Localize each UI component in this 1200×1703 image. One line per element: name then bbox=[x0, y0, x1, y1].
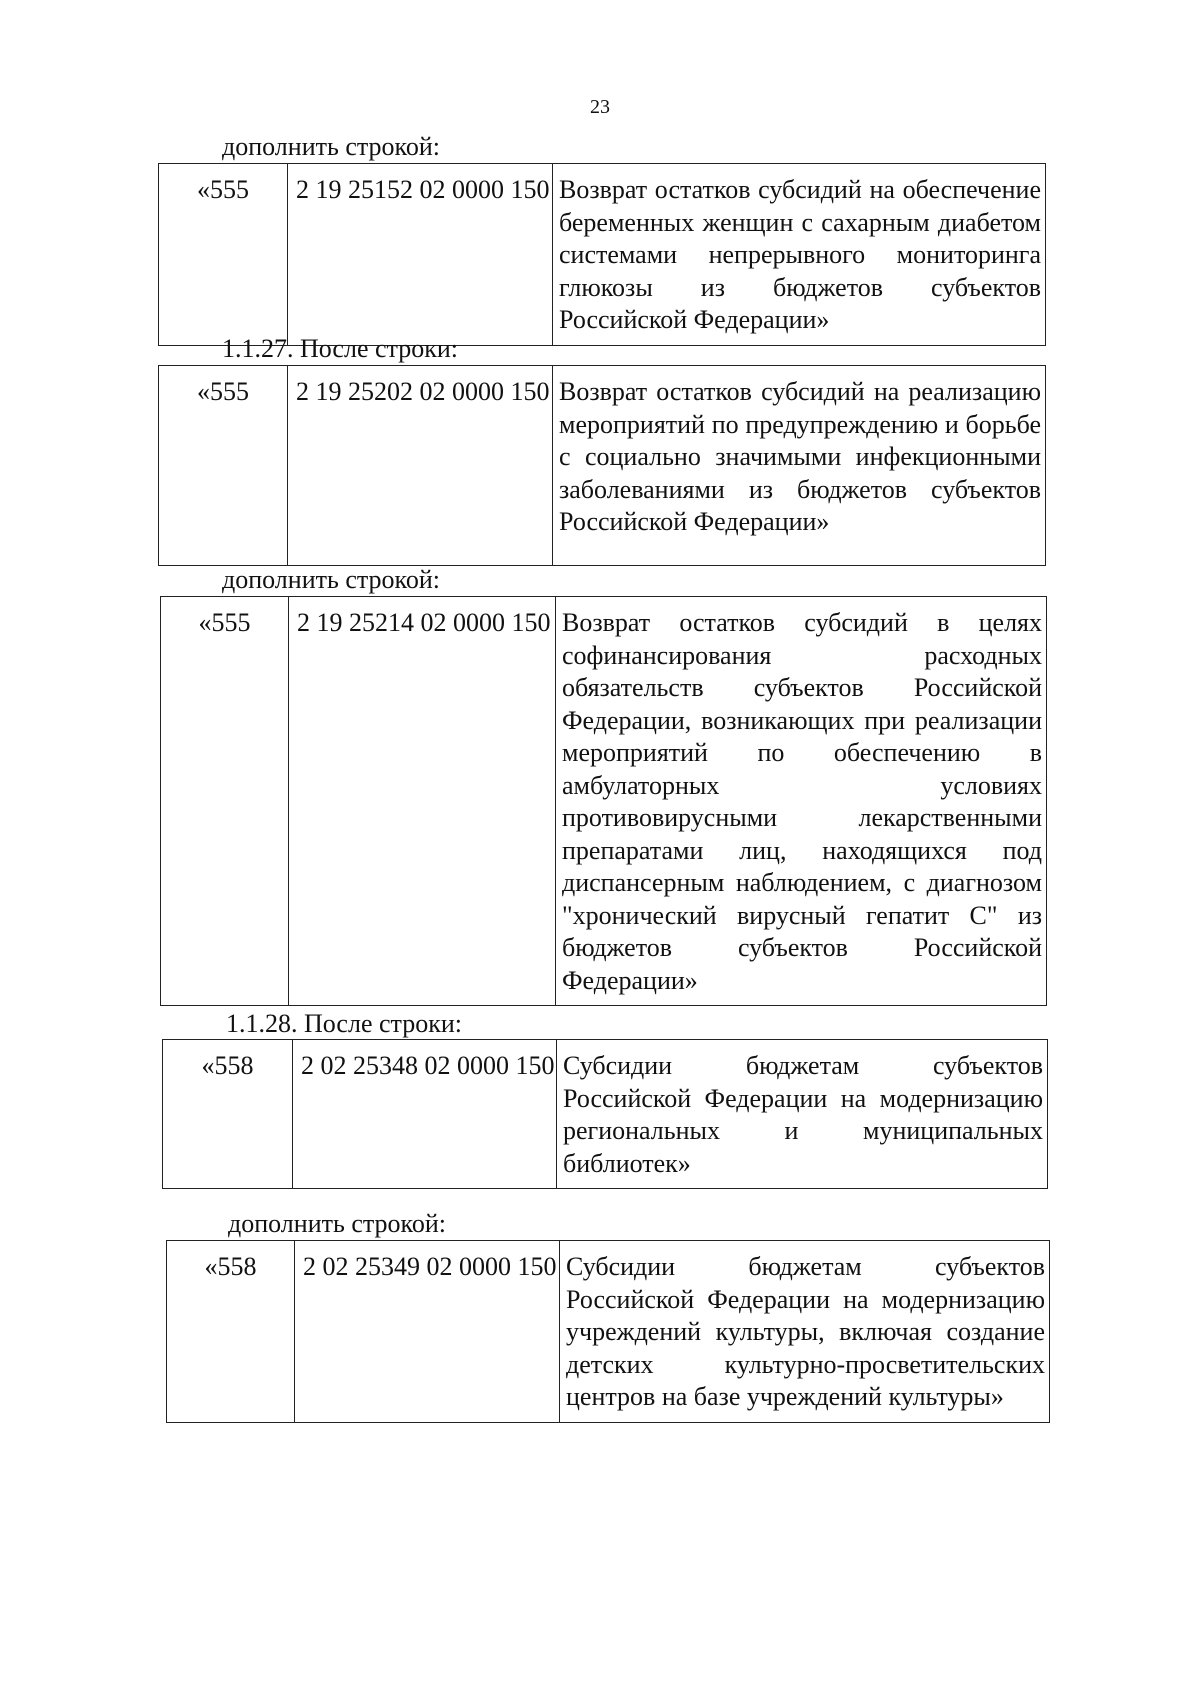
budget-classification-code: 2 02 25348 02 0000 150 bbox=[293, 1040, 557, 1189]
budget-row-table bbox=[158, 163, 1046, 346]
caption-after-row: 1.1.28. После строки: bbox=[226, 1009, 462, 1038]
income-admin-code: «555 bbox=[159, 164, 288, 346]
caption-after-row: 1.1.27. После строки: bbox=[222, 334, 458, 363]
caption-supplement-row: дополнить строкой: bbox=[222, 132, 440, 161]
budget-row-table bbox=[162, 1039, 1048, 1189]
income-description-text: Возврат остатков субсидий на обеспечение беременных женщин с сахарным диабетом системами непрерывного мониторинга глюкозы из бюджетов субъектов Российской Федерации» bbox=[559, 175, 1041, 334]
income-admin-code: «558 bbox=[167, 1241, 295, 1423]
budget-classification-code: 2 19 25202 02 0000 150 bbox=[288, 366, 553, 566]
budget-classification-code: 2 02 25349 02 0000 150 bbox=[295, 1241, 560, 1423]
income-admin-code: «555 bbox=[159, 366, 288, 566]
income-description bbox=[553, 164, 1046, 346]
caption-supplement-row: дополнить строкой: bbox=[228, 1209, 446, 1238]
income-description-text: Возврат остатков субсидий на реализацию мероприятий по предупреждению и борьбе с социально значимыми инфекционными заболеваниями из бюджетов субъектов Российской Федерации» bbox=[559, 377, 1041, 536]
income-description bbox=[556, 597, 1047, 1006]
table-row bbox=[161, 597, 1047, 1006]
income-description-text: Возврат остатков субсидий в целях софинансирования расходных обязательств субъектов Российской Федерации, возникающих при реализации мероприятий по обеспечению в амбулаторных условиях противовирусными лекарственными препаратами лиц, находящихся под диспансерным наблюдением, с диагнозом "хронический вирусный гепатит C" из бюджетов субъектов Российской Федерации» bbox=[562, 608, 1042, 995]
income-description bbox=[557, 1040, 1048, 1189]
income-description-text: Субсидии бюджетам субъектов Российской Федерации на модернизацию региональных и муниципальных библиотек» bbox=[563, 1051, 1043, 1178]
caption-supplement-row: дополнить строкой: bbox=[222, 565, 440, 594]
budget-row-table bbox=[160, 596, 1047, 1006]
budget-row-table bbox=[166, 1240, 1050, 1423]
income-description-text: Субсидии бюджетам субъектов Российской Федерации на модернизацию учреждений культуры, включая создание детских культурно-просветительских центров на базе учреждений культуры» bbox=[566, 1252, 1045, 1411]
income-description bbox=[560, 1241, 1050, 1423]
income-description bbox=[553, 366, 1046, 566]
table-row bbox=[163, 1040, 1048, 1189]
page-number: 23 bbox=[590, 96, 610, 118]
budget-classification-code: 2 19 25214 02 0000 150 bbox=[289, 597, 556, 1006]
budget-row-table bbox=[158, 365, 1046, 566]
table-row bbox=[167, 1241, 1050, 1423]
table-row bbox=[159, 164, 1046, 346]
income-admin-code: «558 bbox=[163, 1040, 293, 1189]
table-row bbox=[159, 366, 1046, 566]
budget-classification-code: 2 19 25152 02 0000 150 bbox=[288, 164, 553, 346]
income-admin-code: «555 bbox=[161, 597, 289, 1006]
